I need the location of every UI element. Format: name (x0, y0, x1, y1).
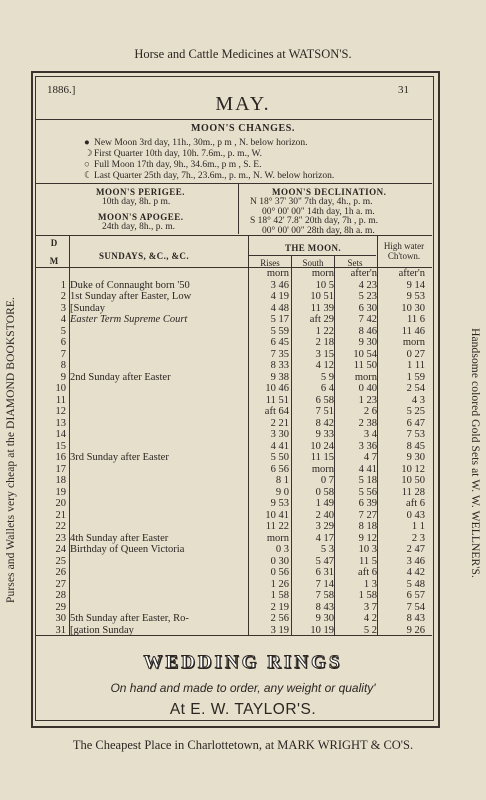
moon-south: 8 43 (315, 601, 334, 613)
moon-sets: 3 4 (363, 429, 377, 440)
day-number: 6 (60, 337, 66, 348)
table-row (36, 579, 432, 591)
moon-sets: 10 54 (353, 348, 377, 360)
event-text: 3rd Sunday after Easter (70, 452, 169, 463)
high-water: 6 57 (406, 590, 425, 601)
high-water: 4 3 (411, 394, 425, 406)
declination-line: 00° 00' 00" 28th day, 8h a. m. (262, 226, 375, 236)
high-water: 5 48 (406, 578, 425, 590)
moon-rises: 1 26 (270, 578, 289, 590)
moon-rises: morn (266, 268, 289, 279)
moon-sets: 3 7 (363, 601, 377, 613)
moon-south: 9 30 (315, 613, 334, 624)
moon-rises: 0 56 (270, 567, 289, 578)
day-number: 16 (55, 452, 66, 463)
moon-south: 7 14 (315, 578, 334, 590)
moon-south: 6 31 (315, 567, 334, 578)
high-water: 7 54 (406, 601, 425, 613)
high-water: after'n (398, 268, 425, 279)
moon-south: morn (311, 463, 334, 475)
divider (249, 255, 376, 256)
moon-phase-last-quarter (84, 171, 334, 182)
moon-rises: 0 3 (275, 544, 289, 555)
table-row (36, 418, 432, 430)
moon-rises: 8 33 (270, 360, 289, 371)
moon-changes-title: MOON'S CHANGES. (190, 123, 295, 134)
moon-sets: 1 58 (358, 590, 377, 601)
moon-sets: morn (354, 371, 377, 383)
high-water: 1 11 (407, 360, 425, 371)
moon-sets: 5 2 (363, 624, 377, 636)
left-margin-advertisement: Purses and Wallets very cheap at the DIAMOND BOOKSTORE. (5, 297, 17, 603)
moon-sets: 4 7 (363, 452, 377, 463)
day-number: 30 (55, 613, 66, 624)
high-water: 11 6 (407, 314, 425, 325)
sets-header: Sets (347, 258, 363, 268)
moon-phase-first-quarter (84, 149, 262, 160)
moon-south: 8 42 (315, 417, 334, 429)
moon-south: 2 40 (315, 509, 334, 521)
moon-south: 7 51 (315, 406, 334, 417)
moon-south: 0 7 (320, 475, 334, 486)
day-number: 2 (60, 291, 66, 302)
event-text: Birthday of Queen Victoria (70, 544, 185, 555)
rises-header: Rises (260, 258, 280, 268)
high-water: 9 30 (406, 452, 425, 463)
table-row (36, 487, 432, 499)
last-quarter-icon: ☾ (84, 171, 93, 181)
moon-south: 1 22 (315, 325, 334, 337)
high-water: aft 6 (406, 498, 425, 509)
table-row (36, 360, 432, 372)
moon-south: 3 29 (315, 521, 334, 532)
table-row (36, 441, 432, 453)
table-row (36, 452, 432, 464)
moon-rises: 10 46 (265, 383, 289, 394)
moon-sets: 4 41 (358, 463, 377, 475)
moon-rises: 5 59 (270, 325, 289, 337)
day-number: 19 (55, 486, 66, 498)
moon-rises: 0 30 (270, 555, 289, 567)
high-water: 0 43 (406, 509, 425, 521)
divider (36, 183, 432, 184)
moon-rises: morn (266, 532, 289, 544)
high-water: 8 45 (406, 440, 425, 452)
moon-rises: 9 38 (270, 371, 289, 383)
right-margin-advertisement: Handsome colored Gold Sets at W. W. WELLNER'S. (469, 328, 481, 578)
advert-tagline: On hand and made to order, any weight or quality' (110, 681, 376, 695)
moon-sets: 9 30 (358, 337, 377, 348)
day-number: 25 (55, 555, 66, 567)
moon-sets: 6 30 (358, 302, 377, 314)
table-row (36, 510, 432, 522)
table-row (36, 429, 432, 441)
wedding-rings-headline: WEDDING RINGS (143, 652, 343, 673)
high-water: 7 53 (406, 429, 425, 440)
high-water: 9 26 (406, 624, 425, 636)
moon-south: 5 9 (320, 371, 334, 383)
table-row (36, 383, 432, 395)
perigee-text: 10th day, 8h. p m. (102, 197, 171, 207)
moon-rises: 6 56 (270, 463, 289, 475)
moon-south: 3 15 (315, 348, 334, 360)
header-advertisement: Horse and Cattle Medicines at WATSON'S. (134, 47, 352, 61)
table-row (36, 590, 432, 602)
table-row (36, 349, 432, 361)
sundays-header: SUNDAYS, &C., &C. (99, 251, 189, 261)
moon-rises: 7 35 (270, 348, 289, 360)
day-number: 29 (55, 601, 66, 613)
moon-rises: 6 45 (270, 337, 289, 348)
moon-sets: 0 40 (358, 383, 377, 394)
moon-sets: 10 3 (358, 544, 377, 555)
apogee-text: 24th day, 8h., p. m. (102, 222, 176, 232)
moon-south: 1 49 (315, 498, 334, 509)
moon-south: 10 51 (310, 291, 334, 302)
moon-south: 10 24 (310, 440, 334, 452)
moon-rises: aft 64 (264, 406, 289, 417)
event-text: Easter Term Supreme Court (70, 314, 188, 325)
high-water: 2 3 (411, 532, 425, 544)
table-row (36, 326, 432, 338)
moon-sets: 9 12 (358, 532, 377, 544)
moon-phase-full (84, 160, 262, 171)
moon-rises: 4 48 (270, 302, 289, 314)
day-number: 3 (60, 302, 66, 314)
high-water: 5 25 (406, 406, 425, 417)
table-row (36, 280, 432, 292)
table-row (36, 613, 432, 625)
moon-south: aft 29 (309, 314, 334, 325)
new-moon-icon: ● (84, 138, 90, 148)
divider (36, 235, 432, 236)
table-row (36, 314, 432, 326)
moon-sets: after'n (350, 268, 377, 279)
moon-rises: 5 17 (270, 314, 289, 325)
event-text: 2nd Sunday after Easter (70, 371, 171, 383)
moon-rises: 5 50 (270, 452, 289, 463)
first-quarter-icon: ☽ (84, 149, 93, 159)
moon-rises: 3 46 (270, 279, 289, 291)
day-number: 1 (60, 279, 66, 291)
table-row (36, 395, 432, 407)
moon-sets: 5 23 (358, 291, 377, 302)
moon-rises: 2 56 (270, 613, 289, 624)
full-moon-icon: ○ (84, 160, 90, 170)
high-water: 2 47 (406, 544, 425, 555)
high-water: 8 43 (406, 613, 425, 624)
moon-rises: 2 19 (270, 601, 289, 613)
table-row (36, 498, 432, 510)
moon-south: 4 17 (315, 532, 334, 544)
day-number: 5 (60, 325, 66, 337)
moon-south: 11 15 (310, 452, 334, 463)
apogee-title: MOON'S APOGEE. (98, 212, 184, 222)
day-number: 8 (60, 360, 66, 371)
day-number: 11 (55, 394, 66, 406)
year-label: 1886.] (47, 84, 76, 96)
day-number: 14 (55, 429, 66, 440)
moon-rises: 4 19 (270, 291, 289, 302)
moon-sets: 5 56 (358, 486, 377, 498)
moon-south: 6 4 (320, 383, 334, 394)
table-row (36, 268, 432, 280)
moon-phase-text: First Quarter 10th day, 10h. 7.6m., p. m., W. (94, 149, 262, 159)
month-day-header: M (49, 256, 59, 266)
moon-south: 6 58 (315, 394, 334, 406)
day-number: 7 (60, 348, 66, 360)
moon-south: 5 47 (315, 555, 334, 567)
moon-south: 10 19 (310, 624, 334, 636)
moon-south: 9 33 (315, 429, 334, 440)
declination-line: 00° 00' 00" 14th day, 1h a. m. (262, 207, 375, 217)
moon-rises: 2 21 (270, 417, 289, 429)
day-header: D (50, 238, 58, 248)
high-water-header: High water Ch'town. (383, 241, 425, 261)
high-water: 11 28 (401, 486, 425, 498)
south-header: South (302, 258, 324, 268)
moon-sets: 4 2 (363, 613, 377, 624)
moon-phase-new (84, 138, 308, 149)
day-number: 18 (55, 475, 66, 486)
moon-rises: 11 51 (265, 394, 289, 406)
day-number: 9 (60, 371, 66, 383)
month-title: MAY. (215, 93, 271, 115)
moon-rises: 10 41 (265, 509, 289, 521)
table-row (36, 521, 432, 533)
table-row (36, 291, 432, 303)
table-row (36, 556, 432, 568)
column-divider (238, 183, 239, 234)
moon-sets: 1 3 (363, 578, 377, 590)
high-water: 1 1 (411, 521, 425, 532)
advert-store: At E. W. TAYLOR'S. (169, 701, 317, 718)
moon-sets: 5 18 (358, 475, 377, 486)
table-row (36, 464, 432, 476)
moon-south: 4 12 (315, 360, 334, 371)
day-number: 17 (55, 463, 66, 475)
day-number: 20 (55, 498, 66, 509)
moon-south: morn (311, 268, 334, 279)
moon-south: 5 3 (320, 544, 334, 555)
the-moon-header: THE MOON. (284, 243, 342, 253)
high-water: 10 30 (401, 302, 425, 314)
day-number: 26 (55, 567, 66, 578)
moon-rises: 11 22 (265, 521, 289, 532)
moon-sets: 2 6 (363, 406, 377, 417)
divider (36, 635, 432, 636)
high-water: 6 47 (406, 417, 425, 429)
moon-south: 0 58 (315, 486, 334, 498)
table-row (36, 475, 432, 487)
moon-sets: 7 42 (358, 314, 377, 325)
moon-phase-text: Full Moon 17th day, 9h., 34.6m., p m , S. E. (94, 160, 262, 170)
high-water: 1 59 (406, 371, 425, 383)
high-water: 10 12 (401, 463, 425, 475)
high-water: 2 54 (406, 383, 425, 394)
moon-sets: 3 36 (358, 440, 377, 452)
day-number: 31 (55, 624, 66, 636)
event-text: [Sunday (70, 302, 105, 314)
day-number: 15 (55, 440, 66, 452)
event-text: 4th Sunday after Easter (70, 532, 169, 544)
moon-sets: 4 23 (358, 279, 377, 291)
moon-south: 10 5 (315, 279, 334, 291)
moon-sets: 6 39 (358, 498, 377, 509)
day-number: 10 (55, 383, 66, 394)
moon-south: 2 18 (315, 337, 334, 348)
event-text: 5th Sunday after Easter, Ro- (70, 613, 189, 624)
table-row (36, 337, 432, 349)
high-water: 4 42 (406, 567, 425, 578)
moon-rises: 4 41 (270, 440, 289, 452)
moon-sets: 1 23 (358, 394, 377, 406)
moon-phase-text: Last Quarter 25th day, 7h., 23.6m., p. m., N. W. below horizon. (94, 171, 335, 181)
day-number: 23 (55, 532, 66, 544)
moon-sets: 11 50 (353, 360, 377, 371)
day-number: 13 (55, 417, 66, 429)
footer-advertisement: The Cheapest Place in Charlottetown, at MARK WRIGHT & CO'S. (72, 738, 414, 752)
moon-rises: 8 1 (275, 475, 289, 486)
table-row (36, 372, 432, 384)
moon-sets: 8 46 (358, 325, 377, 337)
moon-south: 11 39 (310, 302, 334, 314)
perigee-title: MOON'S PERIGEE. (96, 187, 186, 197)
moon-rises: 9 53 (270, 498, 289, 509)
event-text: Duke of Connaught born '50 (70, 279, 190, 291)
day-number: 22 (55, 521, 66, 532)
event-text: [gation Sunday (70, 624, 134, 636)
day-number: 24 (55, 544, 66, 555)
declination-title: MOON'S DECLINATION. (272, 187, 387, 197)
table-row (36, 406, 432, 418)
moon-sets: 8 18 (358, 521, 377, 532)
moon-sets: aft 6 (358, 567, 377, 578)
high-water: 9 14 (406, 279, 425, 291)
moon-sets: 2 38 (358, 417, 377, 429)
table-row (36, 602, 432, 614)
declination-line: N 18° 37' 30" 7th day, 4h., p. m. (250, 197, 373, 207)
high-water: morn (402, 337, 425, 348)
high-water: 0 27 (406, 348, 425, 360)
day-number: 12 (55, 406, 66, 417)
moon-south: 7 58 (315, 590, 334, 601)
declination-line: S 18° 42' 7.8" 20th day, 7h , p. m. (250, 216, 379, 226)
page-number: 31 (398, 84, 409, 96)
moon-sets: 11 5 (359, 555, 377, 567)
day-number: 27 (55, 578, 66, 590)
high-water: 11 46 (401, 325, 425, 337)
moon-phase-text: New Moon 3rd day, 11h., 30m., p m , N. below horizon. (94, 138, 308, 148)
moon-rises: 9 0 (275, 486, 289, 498)
moon-rises: 1 58 (270, 590, 289, 601)
day-number: 21 (55, 509, 66, 521)
table-row (36, 567, 432, 579)
high-water: 3 46 (406, 555, 425, 567)
day-number: 28 (55, 590, 66, 601)
moon-sets: 7 27 (358, 509, 377, 521)
event-text: 1st Sunday after Easter, Low (70, 291, 192, 302)
moon-rises: 3 19 (270, 624, 289, 636)
divider (36, 119, 432, 120)
day-number: 4 (60, 314, 66, 325)
high-water: 10 50 (401, 475, 425, 486)
table-row (36, 303, 432, 315)
table-row (36, 533, 432, 545)
moon-rises: 3 30 (270, 429, 289, 440)
table-row (36, 544, 432, 556)
high-water: 9 53 (406, 291, 425, 302)
